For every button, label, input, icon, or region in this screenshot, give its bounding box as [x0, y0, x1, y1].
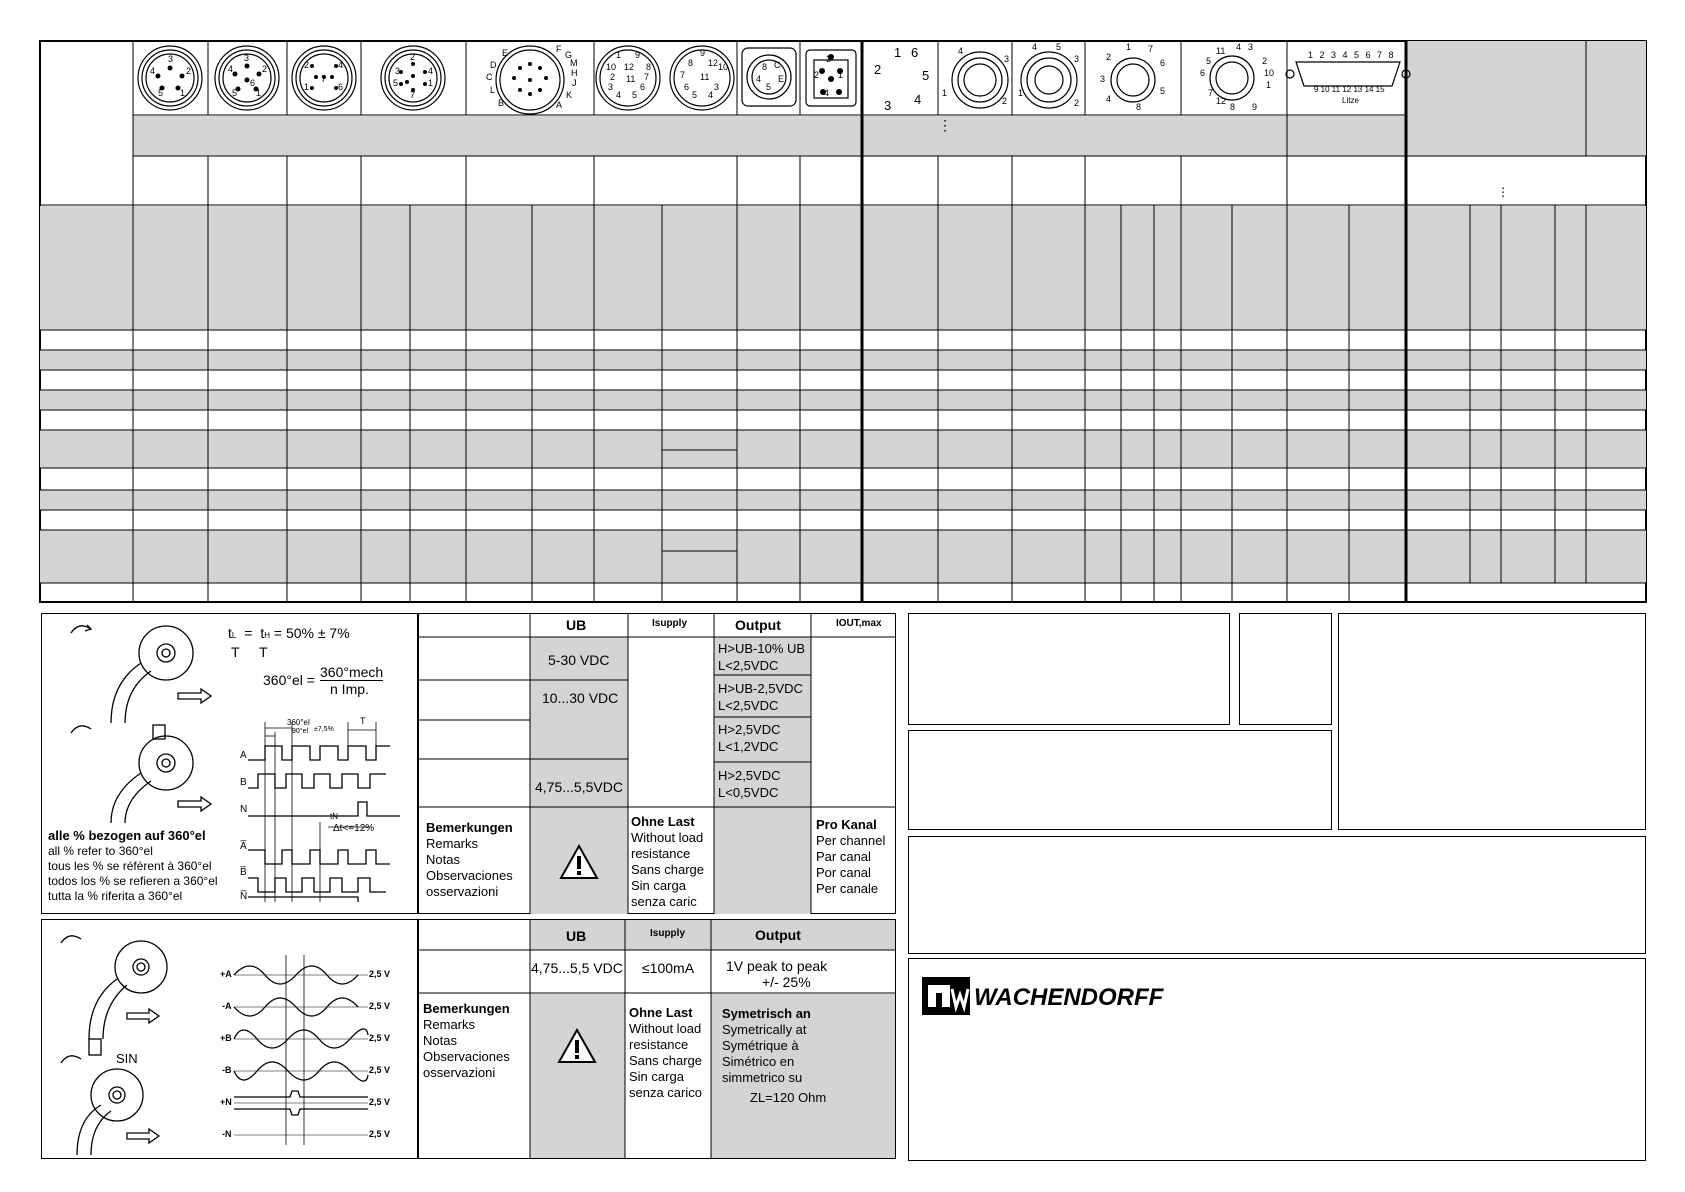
- sin-col-output: Output: [755, 927, 801, 943]
- timing-T: T: [360, 716, 366, 726]
- svg-text:2: 2: [1262, 56, 1268, 66]
- timing-label-a-inv: A̅: [240, 841, 247, 852]
- sin-remarks-it: osservazioni: [423, 1065, 496, 1080]
- svg-text:4: 4: [228, 64, 234, 74]
- svg-text:2: 2: [304, 60, 310, 70]
- svg-text:7: 7: [410, 90, 416, 100]
- svg-text:4: 4: [756, 74, 762, 84]
- svg-text:1: 1: [256, 88, 262, 98]
- svg-text:10: 10: [1264, 68, 1275, 78]
- sin-output-b: +/- 25%: [762, 974, 811, 990]
- svg-text:1: 1: [304, 82, 310, 92]
- ttl-perchannel-fr: Par canal: [816, 849, 871, 864]
- svg-text:1: 1: [942, 88, 948, 98]
- svg-text:7: 7: [680, 70, 686, 80]
- timing-label-b-inv: B̅: [240, 867, 247, 878]
- svg-text:4: 4: [1032, 42, 1038, 52]
- svg-text:8: 8: [688, 58, 694, 68]
- percent-note-fr: tous les % se réfèrent à 360°el: [48, 859, 212, 873]
- wave-volt: 2,5 V: [369, 969, 391, 979]
- svg-text:H: H: [571, 68, 578, 78]
- percent-note: alle % bezogen auf 360°el: [48, 828, 206, 843]
- svg-text:2: 2: [1002, 96, 1008, 106]
- svg-text:2: 2: [410, 52, 416, 62]
- ttl-ub-row3: 4,75...5,5VDC: [535, 779, 623, 795]
- svg-text:2: 2: [610, 72, 616, 82]
- svg-text:D: D: [490, 60, 497, 70]
- svg-text:4: 4: [708, 90, 714, 100]
- svg-text:3: 3: [395, 66, 401, 76]
- svg-text:12: 12: [624, 62, 635, 72]
- ttl-out-r4b: L<0,5VDC: [718, 785, 779, 800]
- sin-noload-fr: Sans charge: [629, 1053, 702, 1068]
- svg-text:11: 11: [700, 72, 710, 82]
- sin-sym-de: Symetrisch an: [722, 1006, 811, 1021]
- svg-text:3: 3: [244, 53, 250, 63]
- wave-label-minus-a: -A: [222, 1001, 232, 1011]
- sin-sym-fr: Symétrique à: [722, 1038, 799, 1053]
- sin-noload-it: senza carico: [629, 1085, 702, 1100]
- ttl-noload-fr: Sans charge: [631, 862, 704, 877]
- sin-noload-en2: resistance: [629, 1037, 689, 1052]
- sin-sym-en: Symetrically at: [722, 1022, 807, 1037]
- subd-top-numbers: 1 2 3 4 5 6 7 8: [1308, 50, 1396, 60]
- wave-label-minus-b: -B: [222, 1065, 232, 1075]
- svg-text:L: L: [490, 85, 496, 95]
- svg-text:5: 5: [1056, 42, 1062, 52]
- svg-text:1: 1: [428, 78, 434, 88]
- svg-text:4: 4: [616, 90, 622, 100]
- sin-noload-es: Sin carga: [629, 1069, 684, 1084]
- ttl-remarks-fr: Observaciones: [426, 868, 513, 883]
- sin-remarks-fr: Observaciones: [423, 1049, 510, 1064]
- svg-text:12: 12: [708, 58, 719, 68]
- wave-volt: 2,5 V: [369, 1033, 391, 1043]
- svg-text:8: 8: [1230, 102, 1236, 112]
- el-formula-den: n Imp.: [330, 681, 369, 697]
- svg-text:7: 7: [1208, 88, 1214, 98]
- connector-pinouts: [0, 0, 1685, 120]
- svg-text:1: 1: [1126, 42, 1132, 52]
- ttl-col-isupply: Isupply: [652, 618, 688, 629]
- svg-text:5: 5: [692, 90, 698, 100]
- ttl-noload-de: Ohne Last: [631, 814, 695, 829]
- ttl-remarks-de: Bemerkungen: [426, 820, 513, 835]
- svg-text:5: 5: [632, 90, 638, 100]
- svg-text:1: 1: [838, 70, 844, 80]
- svg-text:1: 1: [1266, 80, 1272, 90]
- sin-label: SIN: [116, 1051, 138, 1066]
- timing-dt: Δt<=12%: [333, 823, 375, 834]
- timing-tn: tN: [330, 812, 338, 821]
- svg-text:C: C: [486, 72, 493, 82]
- ttl-noload-en: Without load: [631, 830, 704, 845]
- svg-text:6: 6: [640, 82, 646, 92]
- sin-noload-en: Without load: [629, 1021, 702, 1036]
- timing-label-a: A: [240, 750, 247, 761]
- ttl-noload-en2: resistance: [631, 846, 691, 861]
- svg-text:10: 10: [718, 62, 729, 72]
- timing-label-n-inv: N̅: [240, 891, 248, 902]
- ttl-perchannel-de: Pro Kanal: [816, 817, 877, 832]
- svg-text:1: 1: [1018, 88, 1024, 98]
- ttl-remarks-en: Remarks: [426, 836, 479, 851]
- svg-text:4: 4: [914, 92, 922, 107]
- formula-tl: t: [228, 625, 232, 641]
- percent-note-en: all % refer to 360°el: [48, 844, 153, 858]
- svg-text:12: 12: [1216, 96, 1227, 106]
- el-formula-left: 360°el =: [263, 672, 315, 688]
- header-dots: ⋮: [938, 117, 952, 133]
- svg-text:5: 5: [158, 88, 164, 98]
- percent-note-es: todos los % se refieren a 360°el: [48, 874, 218, 888]
- svg-text:5: 5: [1206, 56, 1212, 66]
- svg-text:2: 2: [1106, 52, 1112, 62]
- svg-text:4: 4: [1106, 94, 1112, 104]
- svg-text:F: F: [556, 44, 562, 54]
- svg-text:7: 7: [644, 72, 650, 82]
- svg-text:8: 8: [646, 62, 652, 72]
- svg-text:6: 6: [684, 82, 690, 92]
- ttl-col-iout: IOUT,max: [836, 618, 882, 629]
- svg-text:11: 11: [1216, 46, 1226, 56]
- ttl-out-r2a: H>UB-2,5VDC: [718, 681, 803, 696]
- svg-text:6: 6: [250, 78, 256, 88]
- sin-sym-it: simmetrico su: [722, 1070, 803, 1085]
- sin-remarks-en: Remarks: [423, 1017, 476, 1032]
- el-formula-num: 360°mech: [320, 664, 384, 680]
- svg-text:1: 1: [180, 88, 186, 98]
- wave-label-plus-b: +B: [220, 1033, 232, 1043]
- svg-text:3: 3: [1100, 74, 1106, 84]
- ttl-out-r1a: H>UB-10% UB: [718, 641, 806, 656]
- svg-text:M: M: [570, 58, 578, 68]
- info-box-2: [1239, 613, 1332, 725]
- svg-text:6: 6: [338, 82, 344, 92]
- sin-isupply: ≤100mA: [642, 960, 695, 976]
- encoder-illustrations: [41, 613, 221, 833]
- ttl-col-output: Output: [735, 617, 781, 633]
- svg-text:9: 9: [700, 48, 706, 58]
- ttl-noload-es: Sin carga: [631, 878, 686, 893]
- svg-text:C: C: [774, 60, 781, 70]
- timing-360el: 360°el: [287, 718, 310, 727]
- svg-text:E: E: [778, 74, 785, 84]
- svg-text:3: 3: [608, 82, 614, 92]
- svg-text:11: 11: [626, 74, 636, 84]
- subd-label: Litze: [1342, 96, 1359, 105]
- svg-text:6: 6: [1200, 68, 1206, 78]
- sin-remarks-es: Notas: [423, 1033, 457, 1048]
- svg-text:G: G: [565, 50, 573, 60]
- svg-text:4: 4: [150, 66, 156, 76]
- wave-volt: 2,5 V: [369, 1129, 391, 1139]
- wave-volt: 2,5 V: [369, 1097, 391, 1107]
- svg-text:2: 2: [874, 62, 882, 77]
- sin-output-a: 1V peak to peak: [726, 958, 828, 974]
- svg-text:6: 6: [1160, 58, 1166, 68]
- svg-text:5: 5: [393, 78, 399, 88]
- info-box-1: [908, 613, 1230, 725]
- svg-text:3: 3: [1004, 54, 1010, 64]
- svg-text:9: 9: [635, 50, 641, 60]
- ttl-out-r4a: H>2,5VDC: [718, 768, 781, 783]
- timing-diagram: [230, 712, 415, 902]
- svg-text:4: 4: [1236, 42, 1242, 52]
- svg-text:7: 7: [321, 74, 327, 84]
- svg-text:2: 2: [186, 66, 192, 76]
- warning-icon: [557, 1028, 597, 1064]
- ttl-perchannel-en: Per channel: [816, 833, 886, 848]
- svg-text:2: 2: [814, 70, 820, 80]
- svg-text:1: 1: [616, 50, 622, 60]
- percent-note-it: tutta la % riferita a 360°el: [48, 889, 183, 903]
- sin-noload-de: Ohne Last: [629, 1005, 693, 1020]
- svg-text:3: 3: [1074, 54, 1080, 64]
- wachendorff-logo-icon: [922, 977, 970, 1015]
- svg-text:3: 3: [884, 98, 892, 113]
- timing-pm: ±7,5%: [314, 726, 334, 733]
- timing-90el: 90°el: [292, 728, 309, 735]
- svg-text:6: 6: [911, 45, 919, 60]
- svg-text:J: J: [572, 78, 577, 88]
- timing-label-b: B: [240, 777, 247, 788]
- svg-text:3: 3: [826, 54, 832, 64]
- ttl-perchannel-it: Per canale: [816, 881, 879, 896]
- svg-text:9: 9: [1252, 102, 1258, 112]
- svg-text:1: 1: [894, 45, 902, 60]
- ttl-ub-row2: 10...30 VDC: [542, 690, 619, 706]
- info-box-4: [908, 730, 1332, 830]
- svg-text:5: 5: [922, 68, 930, 83]
- warning-icon: [559, 844, 599, 880]
- ttl-out-r3a: H>2,5VDC: [718, 722, 781, 737]
- svg-text:A: A: [556, 100, 563, 110]
- svg-text:B: B: [498, 98, 505, 108]
- wave-volt: 2,5 V: [369, 1065, 391, 1075]
- sin-col-ub: UB: [566, 928, 587, 944]
- ttl-perchannel-es: Por canal: [816, 865, 871, 880]
- sin-ub: 4,75...5,5 VDC: [531, 960, 623, 976]
- svg-text:5: 5: [766, 82, 772, 92]
- header-dots: ⋮: [1497, 185, 1509, 199]
- svg-text:8: 8: [1136, 102, 1142, 112]
- wave-volt: 2,5 V: [369, 1001, 391, 1011]
- timing-label-n: N: [240, 804, 248, 815]
- svg-text:3: 3: [168, 54, 174, 64]
- wachendorff-logo-text: WACHENDORFF: [974, 984, 1164, 1011]
- wave-label-plus-n: +N: [220, 1097, 232, 1107]
- svg-text:4: 4: [428, 66, 434, 76]
- svg-text:5: 5: [1160, 86, 1166, 96]
- subd-bottom-numbers: 9 10 11 12 13 14 15: [1314, 85, 1385, 94]
- formula-denominators: T T: [231, 644, 268, 660]
- sine-waveforms: [220, 955, 410, 1145]
- sin-remarks-de: Bemerkungen: [423, 1001, 510, 1016]
- svg-text:3: 3: [1248, 42, 1254, 52]
- ttl-out-r2b: L<2,5VDC: [718, 698, 779, 713]
- svg-text:2: 2: [1074, 98, 1080, 108]
- ttl-remarks-it: osservazioni: [426, 884, 499, 899]
- ttl-remarks-es: Notas: [426, 852, 460, 867]
- svg-text:8: 8: [762, 62, 768, 72]
- info-box-5: [908, 836, 1646, 954]
- svg-text:2: 2: [262, 64, 268, 74]
- ttl-out-r1b: L<2,5VDC: [718, 658, 779, 673]
- sin-col-isupply: Isupply: [650, 928, 686, 939]
- svg-text:4: 4: [824, 88, 830, 98]
- sin-zl: ZL=120 Ohm: [750, 1090, 827, 1105]
- ttl-col-ub: UB: [566, 617, 587, 633]
- wave-label-plus-a: +A: [220, 969, 232, 979]
- svg-text:K: K: [566, 90, 573, 100]
- svg-text:E: E: [502, 48, 509, 58]
- ttl-noload-it: senza caric: [631, 894, 697, 909]
- duty-cycle-formula: tL = tH = 50% ± 7%: [228, 625, 350, 641]
- sin-sym-es: Simétrico en: [722, 1054, 795, 1069]
- ttl-ub-row1: 5-30 VDC: [548, 652, 610, 668]
- wave-label-minus-n: -N: [222, 1129, 232, 1139]
- svg-text:5: 5: [232, 88, 238, 98]
- info-box-3: [1338, 613, 1646, 830]
- formula-result: = 50% ± 7%: [273, 625, 350, 641]
- svg-text:10: 10: [606, 62, 617, 72]
- svg-text:4: 4: [958, 46, 964, 56]
- ttl-out-r3b: L<1,2VDC: [718, 739, 779, 754]
- svg-text:3: 3: [714, 82, 720, 92]
- svg-text:7: 7: [1148, 44, 1154, 54]
- sin-encoder-illustrations: [41, 919, 211, 1159]
- svg-text:4: 4: [338, 60, 344, 70]
